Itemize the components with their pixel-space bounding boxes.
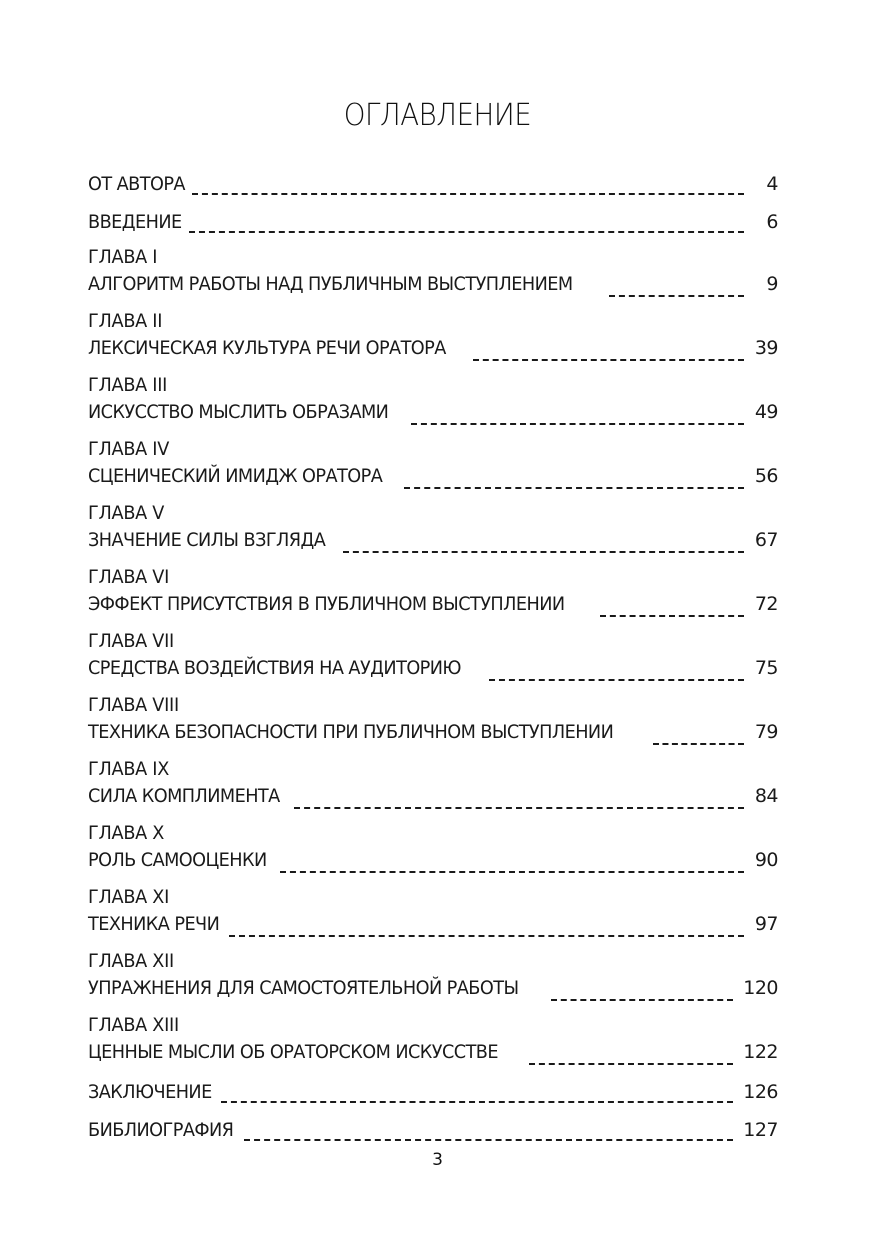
toc-line bbox=[88, 910, 778, 948]
dot-leader bbox=[221, 1100, 733, 1103]
toc-line bbox=[88, 590, 778, 628]
toc-line bbox=[88, 974, 778, 1012]
entry-page-number: 67 bbox=[754, 529, 778, 551]
dot-leader bbox=[653, 742, 744, 745]
entry-title: ВВЕДЕНИЕ bbox=[88, 211, 182, 233]
toc-entry bbox=[88, 948, 778, 1012]
toc-entry bbox=[88, 884, 778, 948]
entry-page-number: 90 bbox=[754, 849, 778, 871]
entry-title: СИЛА КОМПЛИМЕНТА bbox=[88, 785, 280, 807]
entry-title: ОТ АВТОРА bbox=[88, 173, 185, 195]
dot-leader bbox=[343, 550, 744, 553]
toc-line bbox=[88, 654, 778, 692]
toc-line bbox=[88, 1076, 778, 1114]
chapter-label: ГЛАВА II bbox=[88, 310, 163, 332]
toc-entry bbox=[88, 372, 778, 436]
dot-leader bbox=[280, 870, 744, 873]
toc-line bbox=[88, 526, 778, 564]
chapter-label: ГЛАВА IX bbox=[88, 758, 170, 780]
entry-page-number: 75 bbox=[754, 657, 778, 679]
toc-entry bbox=[88, 168, 778, 206]
entry-page-number: 126 bbox=[743, 1081, 778, 1103]
toc-line bbox=[88, 334, 778, 372]
toc-entry bbox=[88, 500, 778, 564]
toc-entry bbox=[88, 206, 778, 244]
chapter-label: ГЛАВА III bbox=[88, 374, 168, 396]
chapter-label: ГЛАВА X bbox=[88, 822, 165, 844]
entry-page-number: 4 bbox=[766, 173, 778, 195]
toc-entry bbox=[88, 564, 778, 628]
page-number: 3 bbox=[432, 1150, 443, 1170]
toc-line bbox=[88, 398, 778, 436]
chapter-label: ГЛАВА VIII bbox=[88, 694, 179, 716]
page-title: ОГЛАВЛЕНИЕ bbox=[343, 98, 532, 133]
entry-page-number: 72 bbox=[754, 593, 778, 615]
toc-entry bbox=[88, 692, 778, 756]
dot-leader bbox=[529, 1062, 733, 1065]
dot-leader bbox=[294, 806, 744, 809]
toc-entry bbox=[88, 244, 778, 308]
entry-page-number: 84 bbox=[754, 785, 778, 807]
entry-title: ТЕХНИКА РЕЧИ bbox=[88, 913, 220, 935]
toc-line bbox=[88, 1038, 778, 1076]
chapter-label: ГЛАВА VI bbox=[88, 566, 170, 588]
chapter-label: ГЛАВА V bbox=[88, 502, 165, 524]
toc-line bbox=[88, 718, 778, 756]
toc-line bbox=[88, 168, 778, 206]
entry-title: БИБЛИОГРАФИЯ bbox=[88, 1119, 234, 1141]
entry-title: УПРАЖНЕНИЯ ДЛЯ САМОСТОЯТЕЛЬНОЙ РАБОТЫ bbox=[88, 977, 519, 999]
toc-entry bbox=[88, 436, 778, 500]
entry-page-number: 6 bbox=[766, 211, 778, 233]
dot-leader bbox=[600, 614, 744, 617]
toc-line bbox=[88, 462, 778, 500]
entry-title: АЛГОРИТМ РАБОТЫ НАД ПУБЛИЧНЫМ ВЫСТУПЛЕНИЕМ bbox=[88, 273, 573, 295]
entry-title: ТЕХНИКА БЕЗОПАСНОСТИ ПРИ ПУБЛИЧНОМ ВЫСТУПЛЕНИИ bbox=[88, 721, 614, 743]
entry-title: ЛЕКСИЧЕСКАЯ КУЛЬТУРА РЕЧИ ОРАТОРА bbox=[88, 337, 446, 359]
dot-leader bbox=[609, 294, 744, 297]
entry-page-number: 79 bbox=[754, 721, 778, 743]
chapter-label: ГЛАВА VII bbox=[88, 630, 174, 652]
entry-page-number: 39 bbox=[754, 337, 778, 359]
entry-page-number: 56 bbox=[754, 465, 778, 487]
dot-leader bbox=[404, 486, 744, 489]
entry-title: ЗАКЛЮЧЕНИЕ bbox=[88, 1081, 212, 1103]
entry-page-number: 49 bbox=[754, 401, 778, 423]
toc-entry bbox=[88, 1012, 778, 1076]
chapter-label: ГЛАВА XII bbox=[88, 950, 174, 972]
toc-line bbox=[88, 1114, 778, 1152]
dot-leader bbox=[192, 192, 744, 195]
toc-line bbox=[88, 782, 778, 820]
toc-line bbox=[88, 270, 778, 308]
toc-entry bbox=[88, 308, 778, 372]
entry-page-number: 9 bbox=[766, 273, 778, 295]
entry-title: ИСКУССТВО МЫСЛИТЬ ОБРАЗАМИ bbox=[88, 401, 389, 423]
toc-entry bbox=[88, 628, 778, 692]
chapter-label: ГЛАВА IV bbox=[88, 438, 170, 460]
chapter-label: ГЛАВА XIII bbox=[88, 1014, 179, 1036]
entry-title: ЗНАЧЕНИЕ СИЛЫ ВЗГЛЯДА bbox=[88, 529, 326, 551]
dot-leader bbox=[189, 230, 744, 233]
toc-entry bbox=[88, 820, 778, 884]
dot-leader bbox=[411, 422, 744, 425]
toc-line bbox=[88, 206, 778, 244]
table-of-contents bbox=[88, 168, 778, 1152]
entry-page-number: 120 bbox=[743, 977, 778, 999]
dot-leader bbox=[244, 1138, 733, 1141]
dot-leader bbox=[551, 998, 733, 1001]
entry-title: ЦЕННЫЕ МЫСЛИ ОБ ОРАТОРСКОМ ИСКУССТВЕ bbox=[88, 1041, 498, 1063]
dot-leader bbox=[473, 358, 744, 361]
entry-title: СЦЕНИЧЕСКИЙ ИМИДЖ ОРАТОРА bbox=[88, 465, 383, 487]
chapter-label: ГЛАВА XI bbox=[88, 886, 170, 908]
chapter-label: ГЛАВА I bbox=[88, 246, 158, 268]
entry-title: РОЛЬ САМООЦЕНКИ bbox=[88, 849, 267, 871]
dot-leader bbox=[229, 934, 744, 937]
entry-page-number: 97 bbox=[754, 913, 778, 935]
toc-entry bbox=[88, 1076, 778, 1114]
dot-leader bbox=[489, 678, 744, 681]
toc-line bbox=[88, 846, 778, 884]
entry-title: ЭФФЕКТ ПРИСУТСТВИЯ В ПУБЛИЧНОМ ВЫСТУПЛЕНИИ bbox=[88, 593, 565, 615]
entry-page-number: 122 bbox=[743, 1041, 778, 1063]
entry-page-number: 127 bbox=[743, 1119, 778, 1141]
entry-title: СРЕДСТВА ВОЗДЕЙСТВИЯ НА АУДИТОРИЮ bbox=[88, 657, 461, 679]
toc-entry bbox=[88, 756, 778, 820]
toc-entry bbox=[88, 1114, 778, 1152]
